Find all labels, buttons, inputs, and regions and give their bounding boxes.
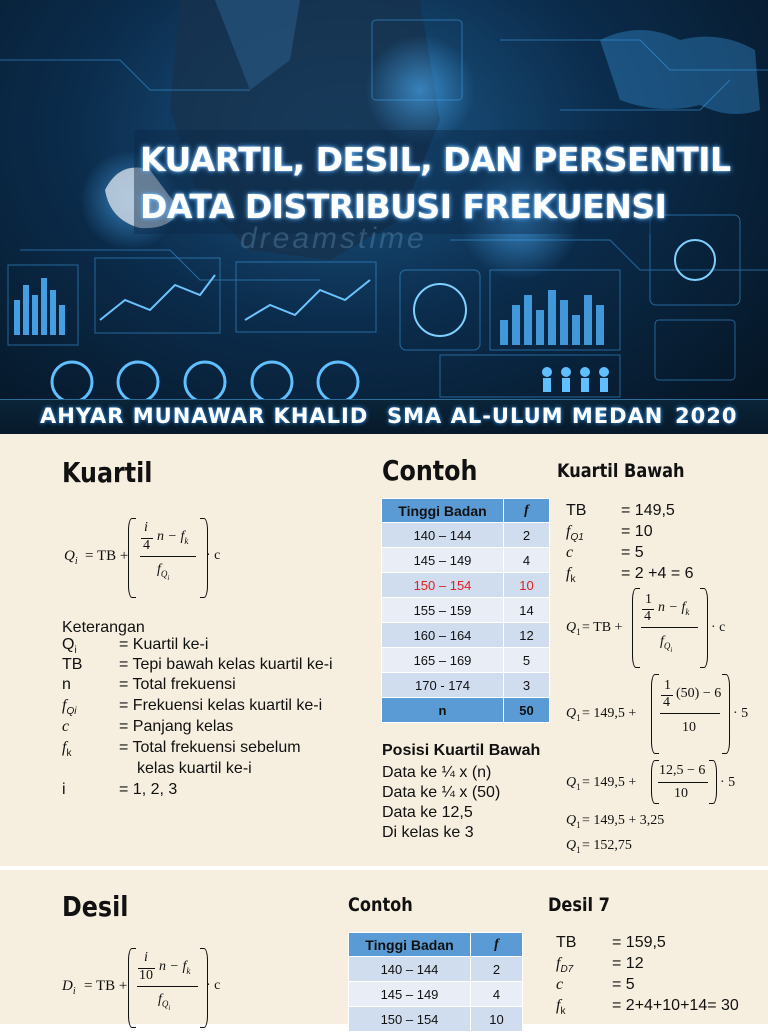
symbol: $f_k$ xyxy=(62,739,72,760)
posisi-line: Data ke ¼ x (n) xyxy=(382,764,492,781)
heading-contoh-desil: Contoh xyxy=(348,894,413,916)
value: = 10 xyxy=(621,523,653,540)
formula-rhs: = TB + xyxy=(85,548,129,564)
col-header-f: f xyxy=(471,933,523,957)
heading-desil: Desil xyxy=(62,890,129,923)
value: = 2+4+10+14= 30 xyxy=(612,997,739,1014)
cell-frequency: 4 xyxy=(504,548,550,573)
col-header-f: f xyxy=(504,499,550,523)
table-row xyxy=(382,673,550,698)
value: = 149,5 xyxy=(621,502,675,519)
cell-class-interval: 165 – 169 xyxy=(382,648,504,673)
cell-class-interval: 145 – 149 xyxy=(349,982,471,1007)
cell-class-interval: 160 – 164 xyxy=(382,623,504,648)
cell-total-label: n xyxy=(382,698,504,723)
value: = 2 +4 = 6 xyxy=(621,565,694,582)
heading-contoh: Contoh xyxy=(382,454,478,487)
value: = 12 xyxy=(612,955,644,972)
cell-frequency: 14 xyxy=(504,598,550,623)
symbol: $f_{Qi}$ xyxy=(62,697,77,718)
watermark: dreamstime xyxy=(240,222,427,255)
year: 2020 xyxy=(675,404,738,428)
title-banner xyxy=(0,0,768,434)
paren-left xyxy=(128,518,136,598)
keterangan-title: Keterangan xyxy=(62,619,145,636)
keterangan-desc: = 1, 2, 3 xyxy=(119,781,178,798)
title-line-1: KUARTIL, DESIL, DAN PERSENTIL xyxy=(140,140,731,179)
value: = 5 xyxy=(612,976,635,993)
symbol: $f_{Q1}$ xyxy=(566,523,584,544)
cell-total-value: 50 xyxy=(504,698,550,723)
col-header-tinggi: Tinggi Badan xyxy=(349,933,471,957)
table-row xyxy=(349,957,523,982)
symbol: TB xyxy=(62,656,83,673)
cell-frequency: 3 xyxy=(504,673,550,698)
heading-kuartil: Kuartil xyxy=(62,456,153,489)
symbol: $f_k$ xyxy=(566,565,576,586)
table-row xyxy=(349,1007,523,1032)
cell-class-interval: 145 – 149 xyxy=(382,548,504,573)
col-header-tinggi: Tinggi Badan xyxy=(382,499,504,523)
cell-frequency: 12 xyxy=(504,623,550,648)
posisi-line: Data ke ¼ x (50) xyxy=(382,784,501,801)
keterangan-desc: kelas kuartil ke-i xyxy=(137,760,252,777)
num-rest: $n - f_k$ xyxy=(157,529,189,546)
frac-4: 4 xyxy=(143,538,150,553)
cell-frequency: 10 xyxy=(504,573,550,598)
cell-frequency: 2 xyxy=(471,957,523,982)
cell-class-interval: 140 – 144 xyxy=(349,957,471,982)
banner-footer xyxy=(0,399,768,434)
table-row xyxy=(349,982,523,1007)
title-line-2: DATA DISTRIBUSI FREKUENSI xyxy=(140,187,667,226)
slide-kuartil: Kuartil $Q_i$ = TB + i 4 $n - f_k$ $f_{Q_i}$ · c Keterangan $Q_i$ = Kuartil ke-i TB = Tepi bawah kelas kuartil ke-i n = Total frekuensi $f_{Qi}$ = Frekuensi kelas kuartil ke-i c = Panjang kelas $f_k$ = Total frekuensi sebelum kelas kuartil ke-i i = 1, 2, 3 Contoh Tinggi Badan f 140 – 144 2 145 – 149 4 150 – 154 10 155 – 159 14 160 – 164 12 165 – 169 5 170 - 174 3 n 50 Posisi Kuartil Bawah Data ke ¼ x (n) Data ke ¼ x (50) Data ke 12,5 Di kelas ke 3 Kuartil Bawah TB = 149,5 $f_{Q1}$ = 10 c = 5 $f_k$ = 2 +4 = 6 $Q_1$ = TB + 1 4 $n - f_k$ $f_{Q_i}$ · c $Q_1$ = 149,5 + 1 4 (50) − 6 10 · 5 $Q_1$ = 149,5 + 12,5 − 6 10 · 5 $Q_1$ = 149,5 + 3,25 $Q_1$ = 152,75 xyxy=(0,434,768,866)
value: = 159,5 xyxy=(612,934,666,951)
frequency-table xyxy=(381,498,550,723)
keterangan-desc: = Frekuensi kelas kuartil ke-i xyxy=(119,697,323,714)
symbol: c xyxy=(556,976,564,993)
table-row-total xyxy=(382,698,550,723)
table-row xyxy=(382,598,550,623)
cell-class-interval: 150 – 154 xyxy=(349,1007,471,1032)
cell-class-interval: 150 – 154 xyxy=(382,573,504,598)
posisi-line: Data ke 12,5 xyxy=(382,804,473,821)
formula-lhs: $Q_i$ xyxy=(64,548,78,567)
cell-frequency: 10 xyxy=(471,1007,523,1032)
symbol: TB xyxy=(566,502,587,519)
frac-i: i xyxy=(144,520,148,535)
school-name: SMA AL-ULUM MEDAN xyxy=(387,404,664,428)
table-row xyxy=(382,548,550,573)
frac-bar-main xyxy=(140,556,196,557)
symbol: c xyxy=(62,718,70,735)
cell-class-interval: 170 - 174 xyxy=(382,673,504,698)
heading-desil-7: Desil 7 xyxy=(548,894,610,916)
keterangan-desc: = Total frekuensi sebelum xyxy=(119,739,301,756)
keterangan-desc: = Tepi bawah kelas kuartil ke-i xyxy=(119,656,333,673)
posisi-title: Posisi Kuartil Bawah xyxy=(382,742,541,759)
symbol: TB xyxy=(556,934,577,951)
symbol: $f_{D7}$ xyxy=(556,955,574,976)
symbol: c xyxy=(566,544,574,561)
symbol: n xyxy=(62,676,71,693)
keterangan-desc: = Panjang kelas xyxy=(119,718,234,735)
table-row xyxy=(382,523,550,548)
slide-desil: Desil $D_i$ = TB + i 10 $n - f_k$ $f_{Q_i}$ · c Contoh Tinggi Badan f 140 – 144 2 145 – 149 4 150 – 154 10 Desil 7 TB = 159,5 $f_{D7}$ = 12 c = 5 $f_k$ = 2+4+10+14= 30 xyxy=(0,870,768,1024)
frequency-table-desil xyxy=(348,932,523,1032)
table-row xyxy=(382,648,550,673)
author-name: AHYAR MUNAWAR KHALID xyxy=(40,404,369,428)
symbol: $f_k$ xyxy=(556,997,566,1018)
formula-tail: · c xyxy=(206,548,221,563)
cell-class-interval: 155 – 159 xyxy=(382,598,504,623)
keterangan-desc: = Kuartil ke-i xyxy=(119,636,209,653)
cell-frequency: 5 xyxy=(504,648,550,673)
cell-frequency: 2 xyxy=(504,523,550,548)
heading-kuartil-bawah: Kuartil Bawah xyxy=(557,460,685,482)
den-f: $f_{Q_i}$ xyxy=(157,562,170,582)
symbol: $Q_i$ xyxy=(62,636,77,657)
symbol: i xyxy=(62,781,66,798)
table-row xyxy=(382,573,550,598)
cell-frequency: 4 xyxy=(471,982,523,1007)
cell-class-interval: 140 – 144 xyxy=(382,523,504,548)
keterangan-desc: = Total frekuensi xyxy=(119,676,236,693)
posisi-line: Di kelas ke 3 xyxy=(382,824,474,841)
table-row xyxy=(382,623,550,648)
value: = 5 xyxy=(621,544,644,561)
